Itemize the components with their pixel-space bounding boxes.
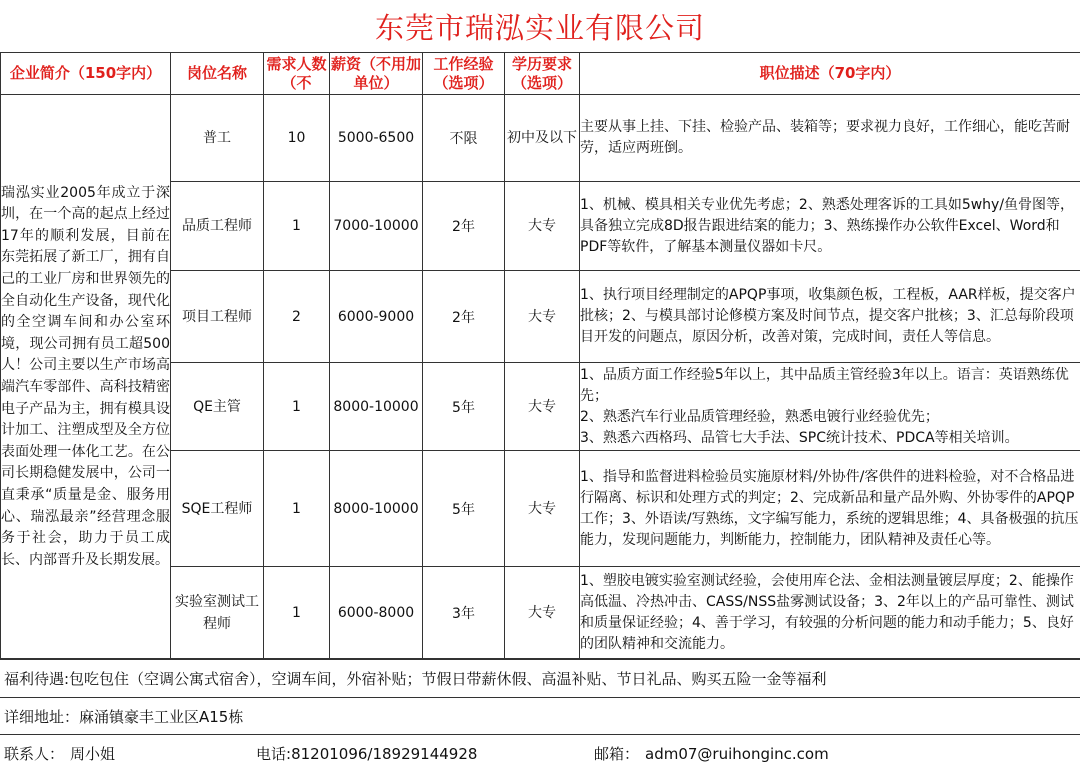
contact-person [4,743,115,764]
job-description-line: 3、熟悉六西格玛、品管七大手法、SPC统计技术、PDCA等相关培训。 [580,429,1019,446]
header-description: 职位描述（70字内） [580,53,1080,95]
table-row [1,95,1080,182]
job-count: 10 [264,95,330,182]
job-education: 大专 [505,451,580,567]
job-salary: 8000-10000 [330,363,423,451]
header-intro: 企业简介（150字内） [1,53,171,95]
job-description-line: 1、品质方面工作经验5年以上，其中品质主管经验3年以上。语言：英语熟练优先； [580,366,1069,404]
header-salary: 薪资（不用加单位） [330,53,423,95]
job-description [580,363,1080,451]
job-description [580,182,1080,271]
job-experience: 3年 [423,567,505,660]
job-experience: 2年 [423,271,505,363]
jobs-table [0,52,1080,660]
job-description [580,567,1080,660]
job-experience: 不限 [423,95,505,182]
job-count: 1 [264,182,330,271]
job-count: 1 [264,363,330,451]
job-description-line: 1、塑胶电镀实验室测试经验，会使用库仑法、金相法测量镀层厚度；2、能操作高低温、冷热冲击、CASS/NSS盐雾测试设备；3、2年以上的产品可靠性、测试和质量保证经验；4、善于学习，有较强的分析问题的能力和动手能力；5、良好的团队精神和交流能力。 [580,573,1074,652]
company-title: 东莞市瑞泓实业有限公司 [374,10,705,45]
email-label: 邮箱： [594,744,640,763]
contact-phone [256,743,477,764]
job-position: 实验室测试工程师 [171,567,264,660]
job-position: 普工 [171,95,264,182]
contact-name: 周小姐 [70,744,116,763]
header-count: 需求人数（不 [264,53,330,95]
header-education: 学历要求（选项） [505,53,580,95]
job-experience: 2年 [423,182,505,271]
job-education: 大专 [505,567,580,660]
address-row [0,697,1080,734]
header-experience: 工作经验（选项） [423,53,505,95]
address-text: 详细地址：麻涌镇豪丰工业区A15栋 [4,707,244,726]
job-description [580,271,1080,363]
job-position: QE主管 [171,363,264,451]
contact-email [594,743,829,764]
contact-row [0,734,1080,771]
job-count: 1 [264,451,330,567]
job-description [580,95,1080,182]
job-description-line: 主要从事上挂、下挂、检验产品、装箱等；要求视力良好，工作细心，能吃苦耐劳，适应两班倒。 [580,119,1070,156]
job-count: 2 [264,271,330,363]
company-intro: 瑞泓实业2005年成立于深圳，在一个高的起点上经过17年的顺利发展，目前在东莞拓展了新工厂，拥有自己的工业厂房和世界领先的全自动化生产设备，现代化的全空调车间和办公室环境，现公司拥有员工超500人！公司主要以生产市场高端汽车零部件、高科技精密电子产品为主，拥有模具设计加工、注塑成型及全方位表面处理一体化工艺。在公司长期稳健发展中，公司一直秉承“质量是金、服务用心、瑞泓最亲”经营理念服务于社会，助力于员工成长、内部晋升及长期发展。 [1,95,171,660]
job-description-line: 1、执行项目经理制定的APQP事项，收集颜色板，工程板，AAR样板，提交客户批核；2、与模具部讨论修模方案及时间节点，提交客户批核；3、汇总每阶段项目开发的问题点，原因分析，改善对策，完成时间，责任人等信息。 [580,287,1076,345]
job-salary: 8000-10000 [330,451,423,567]
job-description-line: 1、指导和监督进料检验员实施原材料/外协件/客供件的进料检验，对不合格品进行隔离、标识和处理方式的判定；2、完成新品和量产品外购、外协零件的APQP工作；3、外语读/写熟练，文字编写能力，系统的逻辑思维；4、具备极强的抗压能力，发现问题能力，判断能力，控制能力，团队精神及责任心等。 [580,468,1079,548]
job-count: 1 [264,567,330,660]
job-experience: 5年 [423,451,505,567]
job-salary: 6000-8000 [330,567,423,660]
job-education: 大专 [505,271,580,363]
job-education: 大专 [505,363,580,451]
job-experience: 5年 [423,363,505,451]
contact-label: 联系人： [4,744,65,763]
job-description-line: 2、熟悉汽车行业品质管理经验，熟悉电镀行业经验优先； [580,408,939,425]
job-description [580,451,1080,567]
phone-number: 81201096/18929144928 [291,744,478,763]
header-row [1,53,1080,95]
job-description-line: 1、机械、模具相关专业优先考虑；2、熟悉处理客诉的工具如5why/鱼骨图等，具备独立完成8D报告跟进结案的能力；3、熟练操作办公软件Excel、Word和PDF等软件，了解基本测量仪器如卡尺。 [580,196,1075,255]
phone-label: 电话: [256,744,292,763]
job-education: 大专 [505,182,580,271]
email-address: adm07@ruihonginc.com [645,744,829,763]
job-education: 初中及以下 [505,95,580,182]
header-position: 岗位名称 [171,53,264,95]
job-salary: 6000-9000 [330,271,423,363]
benefits-text: 福利待遇:包吃包住（空调公寓式宿舍），空调车间，外宿补贴；节假日带薪休假、高温补贴、节日礼品、购买五险一金等福利 [4,669,827,688]
job-position: 项目工程师 [171,271,264,363]
job-salary: 7000-10000 [330,182,423,271]
job-salary: 5000-6500 [330,95,423,182]
job-position: SQE工程师 [171,451,264,567]
job-position: 品质工程师 [171,182,264,271]
benefits-row [0,658,1080,697]
